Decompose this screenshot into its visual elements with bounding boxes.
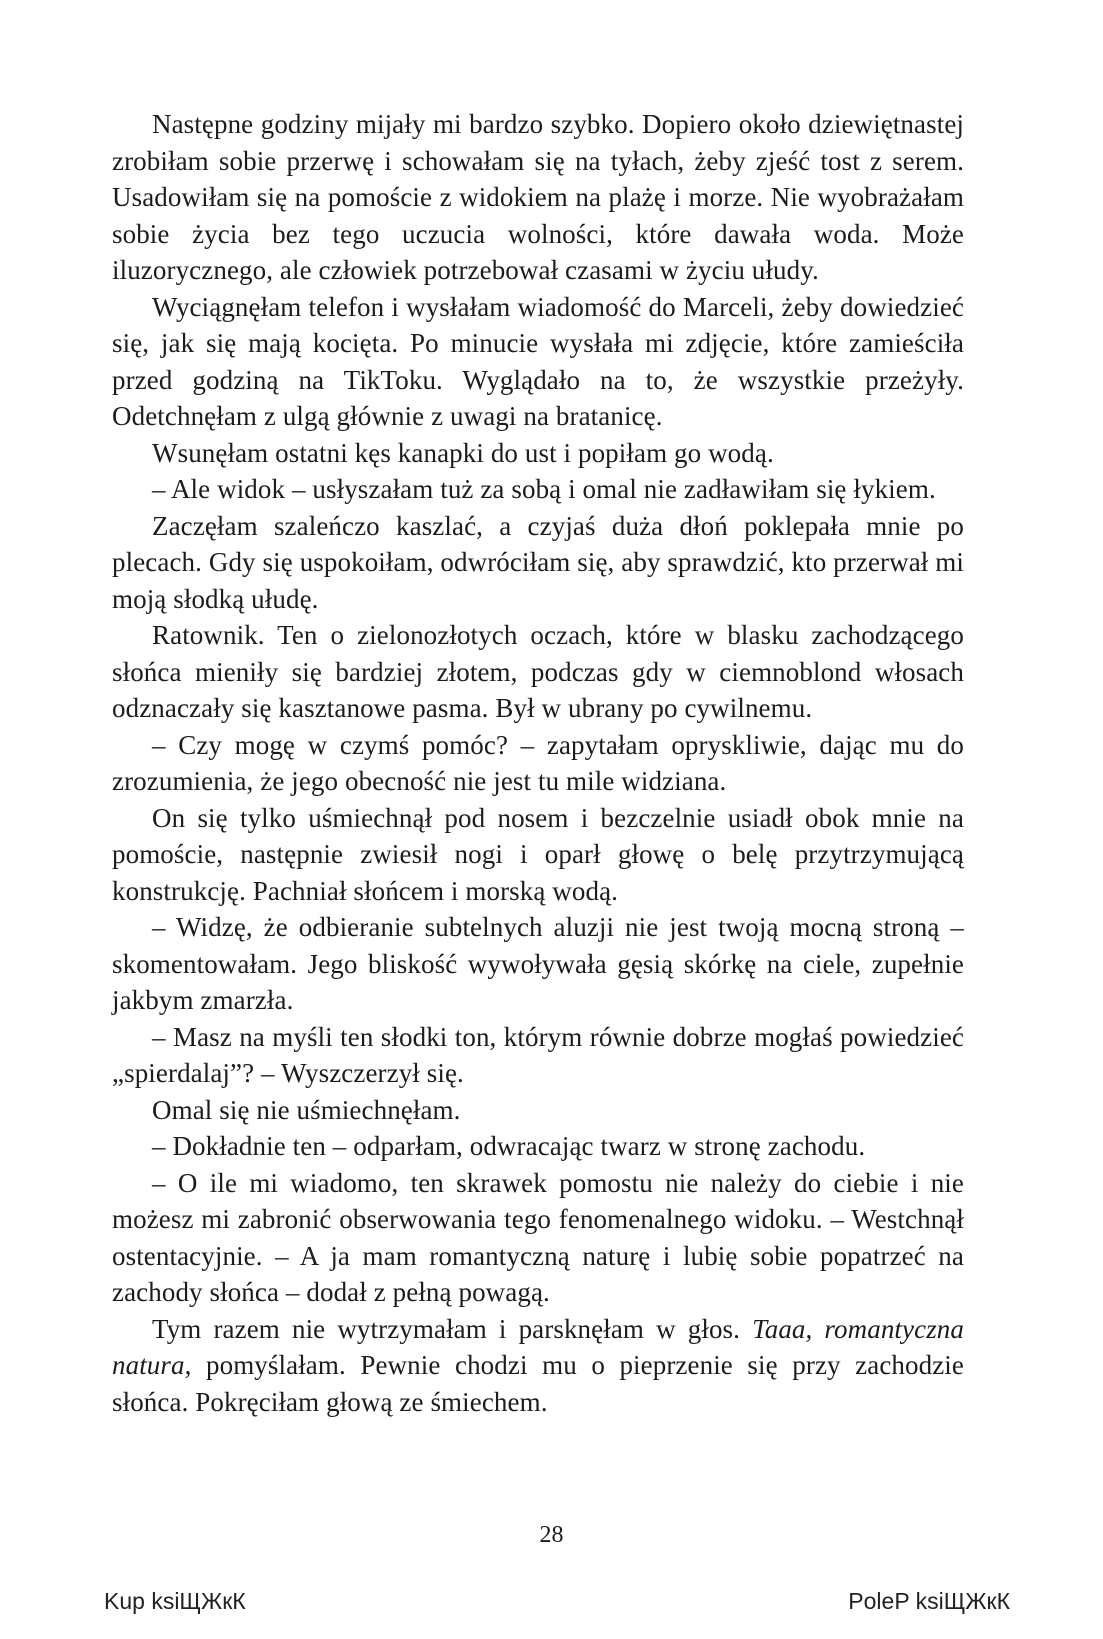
page-body	[112, 106, 964, 1420]
page-number: 28	[539, 1522, 564, 1548]
paragraph: – Czy mogę w czymś pomóc? – zapytałam opryskliwie, dając mu do zrozumienia, że jego obecność nie jest tu mile widziana.	[112, 729, 964, 796]
footer-buy-link[interactable]: Kup ksiЩЖкК	[104, 1588, 246, 1614]
paragraph: Wsunęłam ostatni kęs kanapki do ust i popiłam go wodą.	[152, 437, 774, 468]
paragraph: – O ile mi wiadomo, ten skrawek pomostu nie należy do ciebie i nie możesz mi zabronić obserwowania tego fenomenalnego widoku. – Westchnął ostentacyjnie. – A ja mam romantyczną naturę i lubię sobie popatrzeć na zachody słońca – dodał z pełną powagą.	[112, 1167, 964, 1307]
last-paragraph-after: , pomyślałam. Pewnie chodzi mu o pieprzenie się przy zachodzie słońca. Pokręciłam głową ze śmiechem.	[112, 1350, 964, 1417]
paragraph: – Ale widok – usłyszałam tuż za sobą i omal nie zadławiłam się łykiem.	[152, 474, 936, 504]
paragraph: Następne godziny mijały mi bardzo szybko. Dopiero około dziewiętnastej zrobiłam sobie przerwę i schowałam się na tyłach, żeby zjeść tost z serem. Usadowiłam się na pomoście z widokiem na plażę i morze. Nie wyobrażałam sobie życia bez tego uczucia wolności, które dawała woda. Może iluzorycznego, ale człowiek potrzebował czasami w życiu ułudy.	[112, 109, 964, 285]
footer-recommend-link[interactable]: PoleP ksiЩЖкК	[848, 1588, 1010, 1614]
last-paragraph	[112, 1311, 964, 1421]
last-paragraph-before: Tym razem nie wytrzymałam i parsknęłam w głos.	[152, 1313, 753, 1344]
paragraph: – Widzę, że odbieranie subtelnych aluzji nie jest twoją mocną stroną – skomentowałam. Jego bliskość wywoływała gęsią skórkę na ciele, zupełnie jakbym zmarzła.	[112, 912, 964, 1015]
paragraph: Ratownik. Ten o zielonozłotych oczach, które w blasku zachodzącego słońca mieniły się bardziej złotem, podczas gdy w ciemnoblond włosach odznaczały się kasztanowe pasma. Był w ubrany po cywilnemu.	[112, 620, 964, 723]
last-paragraph-italic: Taaa, romantyczna natura	[112, 1313, 965, 1380]
paragraph: – Dokładnie ten – odparłam, odwracając twarz w stronę zachodu.	[152, 1131, 866, 1161]
paragraph: Zaczęłam szaleńczo kaszlać, a czyjaś duża dłoń poklepała mnie po plecach. Gdy się uspokoiłam, odwróciłam się, aby sprawdzić, kto przerwał mi moją słodką ułudę.	[112, 510, 964, 614]
paragraph: Wyciągnęłam telefon i wysłałam wiadomość do Marceli, żeby dowiedzieć się, jak się mają kocięta. Po minucie wysłała mi zdjęcie, które zamieściła przed godziną na TikToku. Wyglądało na to, że wszystkie przeżyły. Odetchnęłam z ulgą głównie z uwagi na bratanicę.	[112, 291, 964, 431]
paragraph: On się tylko uśmiechnął pod nosem i bezczelnie usiadł obok mnie na pomoście, następnie zwiesił nogi i oparł głowę o belę przytrzymującą konstrukcję. Pachniał słońcem i morską wodą.	[112, 802, 964, 906]
paragraph: Omal się nie uśmiechnęłam.	[152, 1094, 461, 1125]
paragraph: – Masz na myśli ten słodki ton, którym równie dobrze mogłaś powiedzieć „spierdalaj”? – Wyszczerzył się.	[112, 1021, 964, 1088]
